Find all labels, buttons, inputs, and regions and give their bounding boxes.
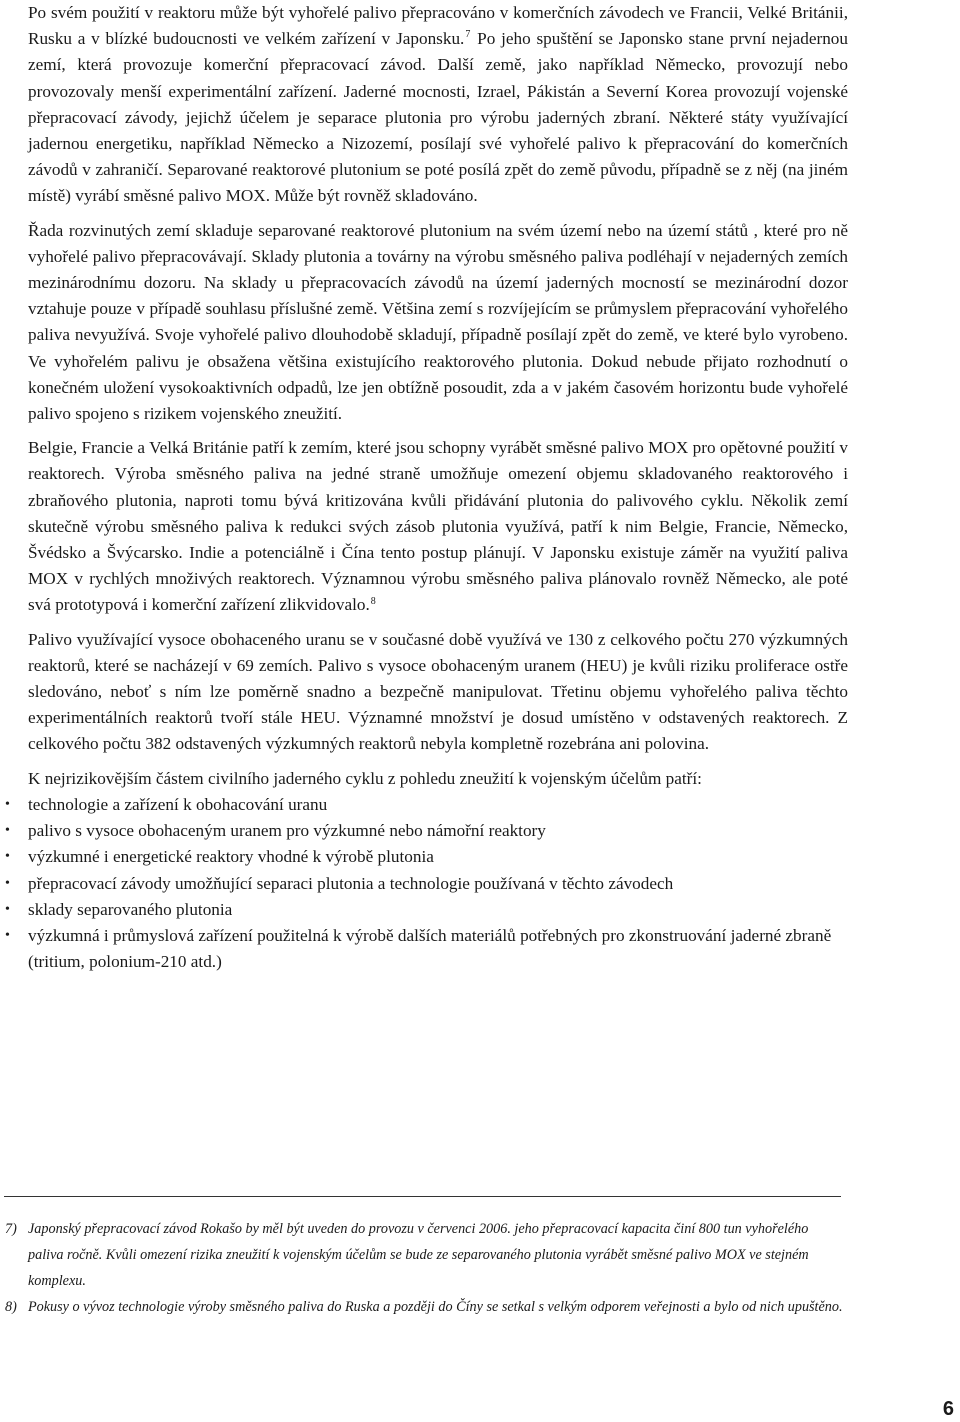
paragraph-text: Belgie, Francie a Velká Británie patří k zemím, které jsou schopny vyrábět směsné palivo MOX pro opětovné použití v reaktorech. Výroba směsného paliva na jedné straně umožňuje omezení objemu skladovaného reaktorového i zbraňového plutonia, naproti tomu bývá kritizována kvůli přidávání plutonia do palivového cyklu. Několik zemí skutečně výrobu směsného paliva k redukci svých zásob plutonia využívá, patří k nim Belgie, Francie, Německo, Švédsko a Švýcarsko. Indie a potenciálně i Čína tento postup plánují. V Japonsku existuje záměr na využití paliva MOX v rychlých množivých reaktorech. Významnou výrobu směsného paliva plánovalo rovněž Německo, ale poté svá prototypová i komerční zařízení zlikvidovalo. [28, 438, 848, 615]
paragraph-risk-intro: K nejrizikovějším částem civilního jaderného cyklu z pohledu zneužití k vojenským účelům patří: [28, 768, 702, 788]
paragraph-plutonium-storage: Řada rozvinutých zemí skladuje separované reaktorové plutonium na svém území nebo na území států , které pro ně vyhořelé palivo přepracovávají. Sklady plutonia a továrny na výrobu směsného paliva podléhají v nejaderných zemích mezinárodnímu dozoru. Na sklady u přepracovacích závodů na území jaderných mocností se mezinárodní dozor vztahuje pouze v případě souhlasu příslušné země. Většina zemí s rozvíjejícím se průmyslem přepracování vyhořelého paliva nevyužívá. Svoje vyhořelé palivo dlouhodobě skladují, případně posílají zpět do země, ve které bylo vyrobeno. Ve vyhořelém palivu je obsažena většina existujícího reaktorového plutonia. Dokud nebude přijato rozhodnutí o konečném uložení vysokoaktivních odpadů, lze jen obtížně posoudit, zda a v jakém časovém horizontu bude vyhořelé palivo spojeno s rizikem vojenského zneužití. [28, 220, 848, 424]
footnote-number: 8) [5, 1299, 17, 1315]
list-item: • výzkumná i průmyslová zařízení použitelná k výrobě dalších materiálů potřebných pro zkonstruování jaderné zbraně (tritium, polonium-210 atd.) [28, 923, 848, 975]
paragraph-text: Po jeho spuštění se Japonsko stane první nejadernou zemí, která provozuje komerční přepracovací závod. Další země, jako například Německo, provozují nebo provozovaly menší experimentální zařízení. Jaderné mocnosti, Izrael, Pákistán a Severní Korea provozují vojenské přepracovací závody, jejichž účelem je separace plutonia pro výrobu jaderných zbraní. Některé státy využívající jadernou energetiku, například Německo a Nizozemí, posílají své vyhořelé palivo k přepracování do komerčních závodů v zahraničí. Separované reaktorové plutonium se poté posílá zpět do země původu, případně se z něj (na jiném místě) vyrábí směsné palivo MOX. Může být rovněž skladováno. [28, 29, 848, 206]
list-item: • přepracovací závody umožňující separaci plutonia a technologie používaná v těchto závodech [28, 871, 848, 897]
paragraph-mox-fuel [28, 435, 848, 618]
footnote-ref-7[interactable]: 7 [465, 29, 471, 41]
footnote-divider [4, 1196, 841, 1197]
list-item: • sklady separovaného plutonia [28, 897, 848, 923]
page-number: 6 [942, 1398, 954, 1420]
footnote-number: 7) [5, 1221, 17, 1237]
paragraph-text: Po svém použití v reaktoru může být vyhořelé palivo přepracováno v komerčních závodech ve Francii, Velké Británii, Rusku a v blízké budoucnosti ve velkém zařízení v Japonsku. [28, 3, 848, 49]
footnote-text: Japonský přepracovací závod Rokašo by měl být uveden do provozu v červenci 2006. jeho přepracovací kapacita činí 800 tun vyhořelého paliva ročně. Kvůli omezení rizika zneužití k vojenským účelům se bude ze separovaného plutonia vyrábět směsné palivo MOX ve stejném komplexu. [28, 1221, 809, 1289]
list-item: • palivo s vysoce obohaceným uranem pro výzkumné nebo námořní reaktory [28, 818, 848, 844]
footnote-ref-8[interactable]: 8 [370, 595, 376, 607]
footnote-7 [5, 1216, 845, 1294]
risk-list [28, 792, 848, 975]
footnote-text: Pokusy o vývoz technologie výroby směsného paliva do Ruska a později do Číny se setkal s velkým odporem veřejnosti a bylo od nich upuštěno. [28, 1299, 843, 1315]
list-item: • technologie a zařízení k obohacování uranu [28, 792, 848, 818]
list-item: • výzkumné i energetické reaktory vhodné k výrobě plutonia [28, 844, 848, 870]
paragraph-heu-fuel: Palivo využívající vysoce obohaceného uranu se v současné době využívá ve 130 z celkového počtu 270 výzkumných reaktorů, které se nacházejí v 69 zemích. Palivo s vysoce obohaceným uranem (HEU) je kvůli riziku proliferace ostře sledováno, neboť s ním lze poměrně snadno a bezpečně manipulovat. Třetinu objemu vyhořelého paliva těchto experimentálních reaktorů tvoří stále HEU. Významné množství je dosud umístěno v odstavených reaktorech. Z celkového počtu 382 odstavených výzkumných reaktorů nebyla kompletně rozebrána ani polovina. [28, 629, 848, 754]
paragraph-reprocessing [28, 0, 848, 210]
footnote-8 [5, 1294, 845, 1320]
footnotes [5, 1216, 845, 1320]
page-body [28, 0, 848, 975]
